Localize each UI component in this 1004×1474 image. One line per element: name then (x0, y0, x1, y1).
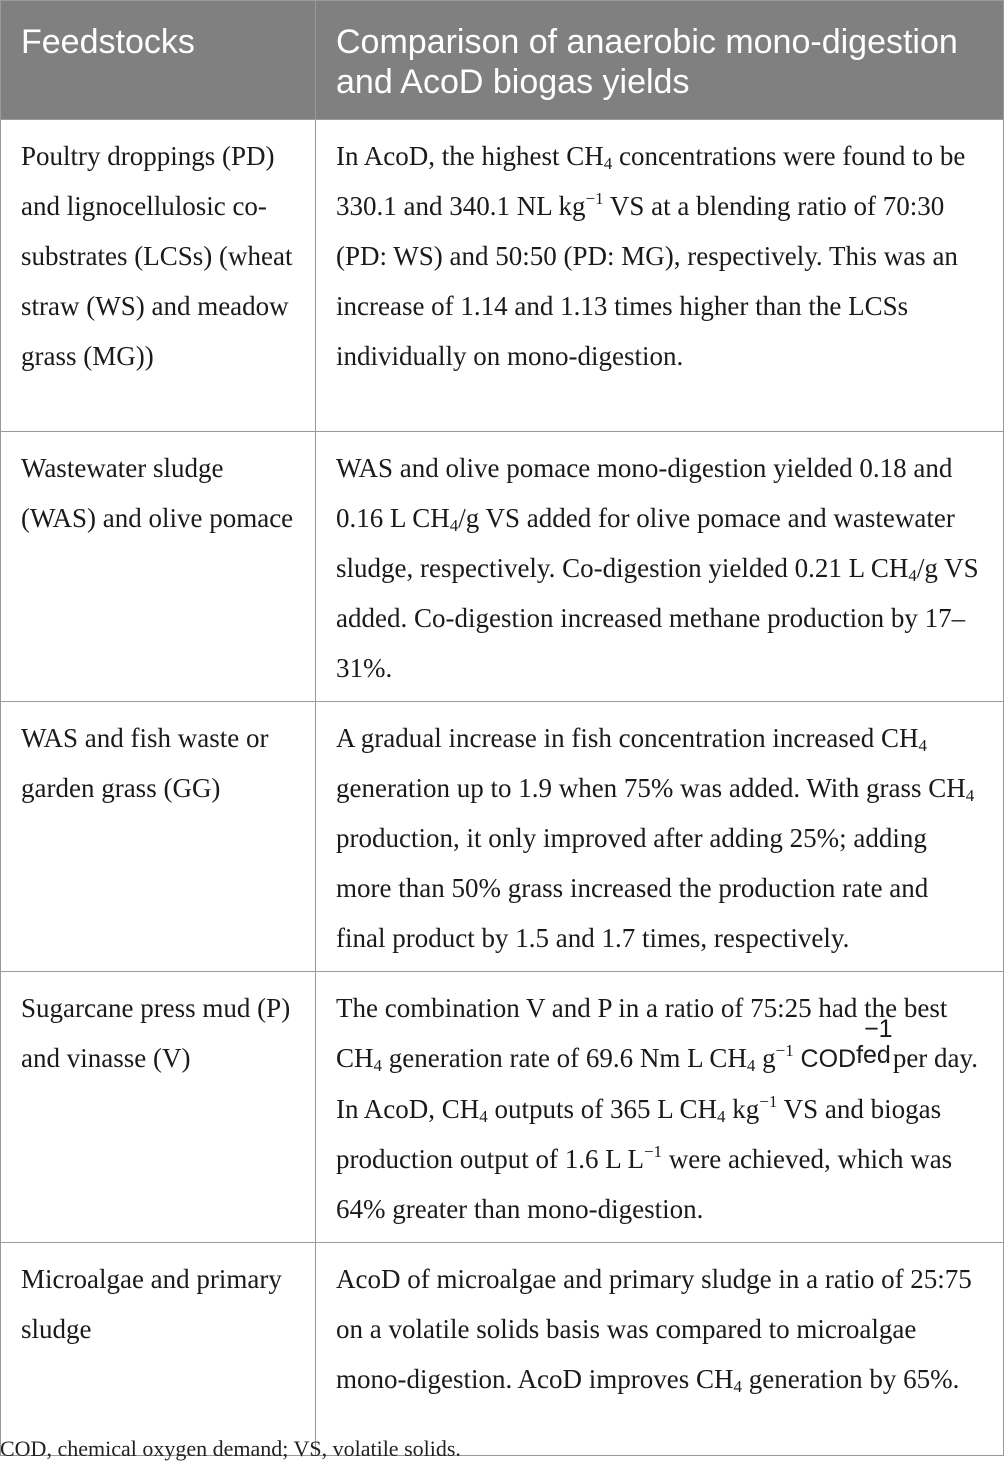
desc-text: generation by 65%. (741, 1364, 960, 1394)
table-row (1, 120, 1004, 432)
table-row (1, 432, 1004, 702)
comparison-cell (316, 120, 1004, 432)
desc-superscript: −1 (775, 1041, 794, 1060)
header-feedstocks: Feedstocks (1, 1, 316, 120)
feedstock-cell: Poultry droppings (PD) and lignocellulosic co-substrates (LCSs) (wheat straw (WS) and meadow grass (MG)) (1, 120, 316, 432)
comparison-cell (316, 432, 1004, 702)
desc-text: In AcoD, the highest CH (336, 141, 604, 171)
desc-text: outputs of 365 L CH (487, 1094, 717, 1124)
desc-text: concentrations were found to be 330.1 and 340.1 NL kg (336, 141, 966, 221)
desc-text: were achieved, which was 64% greater than mono-digestion. (336, 1144, 953, 1224)
desc-superscript: −1 (643, 1142, 663, 1161)
desc-subscript: 4 (965, 786, 975, 805)
desc-text: VS at a blending ratio of 70:30 (PD: WS) and 50:50 (PD: MG), respectively. This was an increase of 1.14 and 1.13 times higher than the LCSs individually on mono-digestion. (336, 191, 958, 371)
desc-text: per day. In AcoD, CH (336, 1043, 979, 1124)
desc-subscript: 4 (717, 1107, 726, 1126)
desc-subscript: 4 (733, 1377, 742, 1396)
header-comparison: Comparison of anaerobic mono-digestion and AcoD biogas yields (316, 1, 1004, 120)
desc-text: /g VS added. Co-digestion increased methane production by 17–31%. (336, 553, 979, 683)
desc-subscript: 4 (746, 1056, 756, 1075)
table-footnote: COD, chemical oxygen demand; VS, volatile solids. (0, 1436, 461, 1461)
table-header-row (1, 1, 1004, 120)
feedstock-cell: WAS and fish waste or garden grass (GG) (1, 702, 316, 972)
feedstock-cell: Wastewater sludge (WAS) and olive pomace (1, 432, 316, 702)
desc-text: kg (725, 1094, 760, 1124)
cod-scripts (856, 1015, 893, 1069)
desc-superscript: −1 (759, 1092, 778, 1111)
desc-text: AcoD of microalgae and primary sludge in a ratio of 25:75 on a volatile solids basis was compared to microalgae mono-digestion. AcoD improves CH (336, 1264, 972, 1394)
desc-subscript: 4 (603, 154, 613, 173)
desc-subscript: 4 (908, 566, 917, 585)
comparison-cell (316, 702, 1004, 972)
cod-superscript: −1 (864, 1015, 893, 1043)
comparison-cell (316, 972, 1004, 1243)
comparison-cell (316, 1243, 1004, 1456)
desc-text: generation rate of 69.6 Nm L CH (382, 1043, 747, 1073)
desc-text: VS and biogas production output of 1.6 L L (336, 1094, 942, 1174)
desc-text: The combination V and P in a ratio of 75:25 had the best CH (336, 993, 948, 1073)
feedstock-cell: Sugarcane press mud (P) and vinasse (V) (1, 972, 316, 1243)
cod-subscript: fed (856, 1041, 891, 1069)
desc-text (794, 1043, 801, 1073)
desc-text: /g VS added for olive pomace and wastewater sludge, respectively. Co-digestion yielded 0.21 L CH (336, 503, 955, 583)
desc-text: g (755, 1043, 776, 1073)
desc-subscript: 4 (918, 736, 928, 755)
desc-subscript: 4 (449, 516, 459, 535)
table-row (1, 972, 1004, 1243)
table-row (1, 1243, 1004, 1456)
desc-subscript: 4 (479, 1107, 488, 1126)
feedstock-cell: Microalgae and primary sludge (1, 1243, 316, 1456)
desc-subscript: 4 (373, 1056, 383, 1075)
desc-text: WAS and olive pomace mono-digestion yielded 0.18 and 0.16 L CH (336, 453, 953, 533)
desc-text: production, it only improved after adding 25%; adding more than 50% grass increased the production rate and final product by 1.5 and 1.7 times, respectively. (336, 823, 929, 953)
desc-text: generation up to 1.9 when 75% was added. With grass CH (336, 773, 966, 803)
table-row (1, 702, 1004, 972)
desc-superscript: −1 (585, 189, 604, 208)
desc-text: A gradual increase in fish concentration increased CH (336, 723, 919, 753)
cod-unit: COD (800, 1045, 857, 1073)
